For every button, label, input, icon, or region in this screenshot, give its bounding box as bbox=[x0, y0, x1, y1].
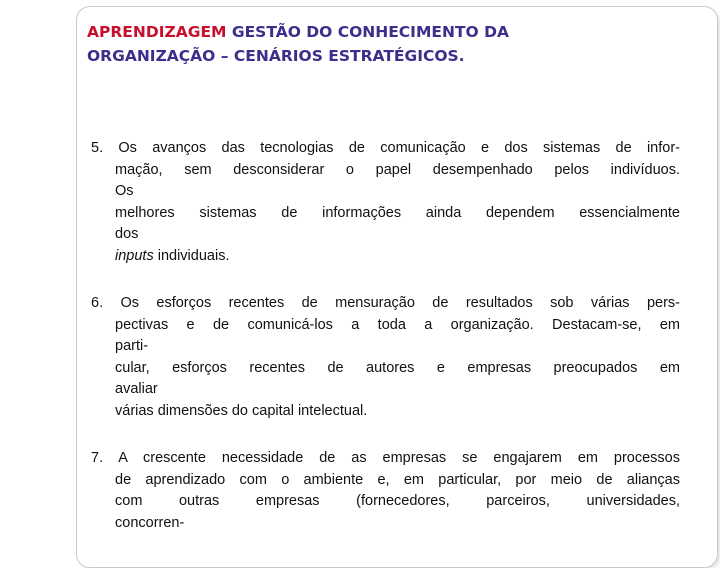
item7-line1: 7. A crescente necessidade de as empresas se engajarem em processos bbox=[91, 450, 680, 466]
item6-line4: cular, esforços recentes de autores e empresas preocupados em bbox=[115, 359, 680, 376]
item6-line6: várias dimensões do capital intelectual. bbox=[115, 402, 368, 419]
item5-line4: melhores sistemas de informações ainda dependem essencialmente bbox=[115, 204, 680, 221]
list-item-7 bbox=[91, 448, 680, 534]
item6-line1: 6. Os esforços recentes de mensuração de resultados sob várias pers- bbox=[91, 295, 680, 311]
item6-line5: avaliar bbox=[115, 381, 158, 397]
item5-line5: dos bbox=[115, 226, 139, 242]
title-accent: APRENDIZAGEM bbox=[87, 23, 227, 41]
slide-title bbox=[87, 20, 687, 68]
item5-line1: 5. Os avanços das tecnologias de comunicação e dos sistemas de infor- bbox=[91, 140, 680, 156]
item7-line4: concorren- bbox=[115, 514, 185, 531]
slide-content bbox=[91, 138, 680, 560]
item5-line3: Os bbox=[115, 183, 134, 199]
list-item-5 bbox=[91, 138, 680, 267]
item5-line6-rest: individuais. bbox=[153, 247, 230, 264]
item7-line2: de aprendizado com o ambiente e, em particular, por meio de alianças bbox=[115, 471, 680, 488]
item7-line3: com outras empresas (fornecedores, parceiros, universidades, bbox=[115, 493, 680, 509]
title-line1-rest: GESTÃO DO CONHECIMENTO DA bbox=[226, 23, 509, 41]
title-line2: ORGANIZAÇÃO – CENÁRIOS ESTRATÉGICOS. bbox=[87, 47, 465, 65]
item5-line2: mação, sem desconsiderar o papel desempenhado pelos indivíduos. bbox=[115, 161, 680, 178]
item6-line3: parti- bbox=[115, 338, 149, 354]
list-item-6 bbox=[91, 293, 680, 422]
item5-inputs-term: inputs bbox=[115, 247, 154, 264]
item5-line6 bbox=[91, 246, 680, 268]
item6-line2: pectivas e de comunicá-los a toda a organização. Destacam-se, em bbox=[115, 316, 680, 333]
